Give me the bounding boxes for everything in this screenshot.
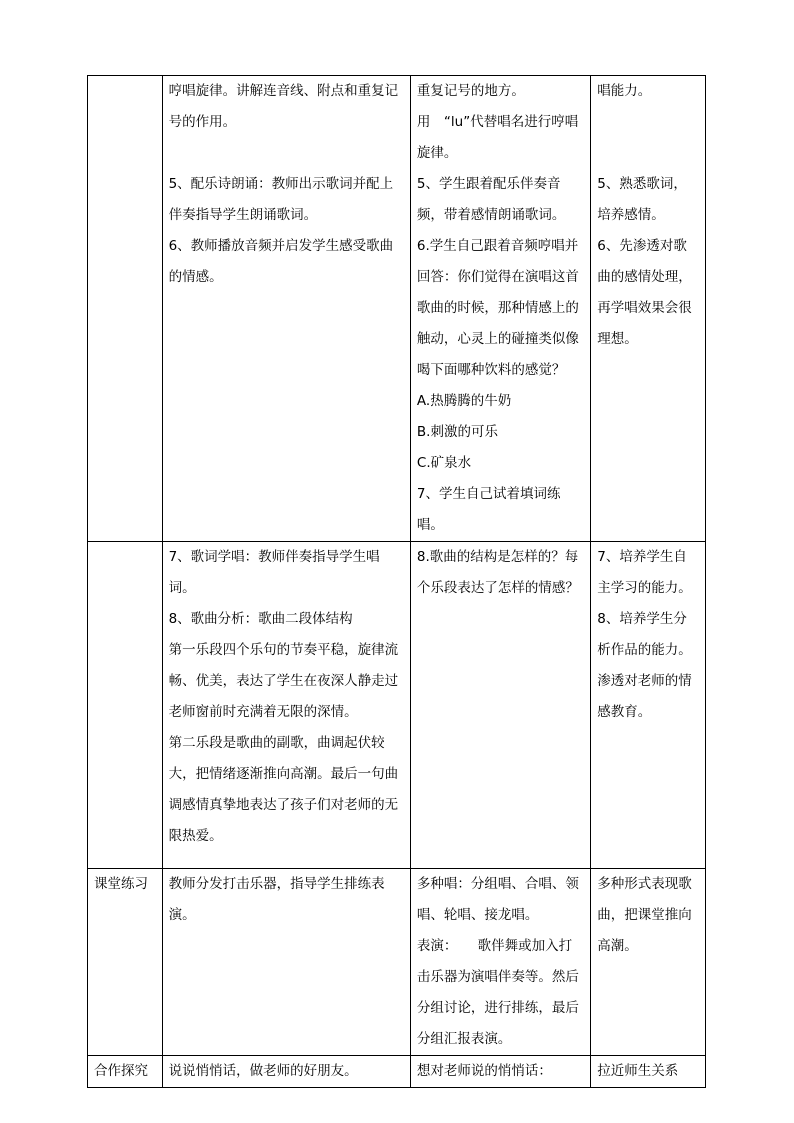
paragraph: 教师分发打击乐器，指导学生排练表演。 [168, 876, 385, 923]
student-activity-cell [410, 869, 590, 1056]
table-row [88, 1056, 706, 1088]
design-intent-cell [591, 542, 706, 869]
paragraph: 6、教师播放音频并启发学生感受歌曲的情感。 [168, 238, 394, 285]
paragraph: 6.学生自己跟着音频哼唱并回答：你们觉得在演唱这首歌曲的时候，那种情感上的触动，心灵上的碰撞类似像喝下面哪种饮料的感觉？ [416, 238, 579, 378]
paragraph: 第二乐段是歌曲的副歌，曲调起伏较大，把情绪逐渐推向高潮。最后一句曲调感情真挚地表达了孩子们对老师的无限热爱。 [168, 735, 399, 844]
paragraph: 多种形式表现歌曲，把课堂推向高潮。 [597, 876, 692, 954]
student-activity-cell [410, 1056, 590, 1088]
student-activity-cell [410, 76, 590, 542]
paragraph: 表演： 歌伴舞或加入打击乐器为演唱伴奏等。然后分组讨论，进行排练，最后分组汇报表演。 [416, 938, 579, 1047]
teacher-activity-cell [162, 542, 410, 869]
paragraph: 8.歌曲的结构是怎样的？每个乐段表达了怎样的情感？ [416, 549, 579, 596]
table-row [88, 869, 706, 1056]
table-row [88, 76, 706, 542]
paragraph: 7、培养学生自主学习的能力。 [597, 549, 692, 596]
teacher-activity-cell [162, 76, 410, 542]
paragraph: 7、学生自己试着填词练唱。 [416, 486, 561, 533]
design-intent-cell [591, 1056, 706, 1088]
section-label-cell [88, 76, 163, 542]
spacer [597, 107, 699, 169]
design-intent-cell [591, 869, 706, 1056]
paragraph: 哼唱旋律。讲解连音线、附点和重复记号的作用。 [168, 83, 399, 130]
section-label-cell: 课堂练习 [88, 869, 163, 1056]
option-b: B.刺激的可乐 [416, 424, 498, 440]
paragraph: 重复记号的地方。用 “lu”代替唱名进行哼唱旋律。 [416, 83, 579, 161]
paragraph: 5、配乐诗朗诵：教师出示歌词并配上伴奏指导学生朗诵歌词。 [168, 176, 394, 223]
design-intent-cell [591, 76, 706, 542]
option-a: A.热腾腾的牛奶 [416, 393, 512, 409]
teacher-activity-cell [162, 869, 410, 1056]
paragraph: 唱能力。 [597, 83, 652, 99]
teacher-activity-cell [162, 1056, 410, 1088]
paragraph: 说说悄悄话，做老师的好朋友。 [168, 1063, 358, 1079]
section-label-cell: 合作探究 [88, 1056, 163, 1088]
section-label-cell [88, 542, 163, 869]
paragraph: 想对老师说的悄悄话： [416, 1063, 552, 1079]
paragraph: 7、歌词学唱：教师伴奏指导学生唱词。 [168, 549, 380, 596]
student-activity-cell [410, 542, 590, 869]
option-c: C.矿泉水 [416, 455, 472, 471]
paragraph: 拉近师生关系 [597, 1063, 679, 1079]
lesson-plan-table [87, 75, 706, 1088]
spacer [169, 138, 404, 169]
paragraph: 8、歌曲分析：歌曲二段体结构 [168, 611, 353, 627]
paragraph: 多种唱：分组唱、合唱、领唱、轮唱、接龙唱。 [416, 876, 579, 923]
paragraph: 6、先渗透对歌曲的感情处理，再学唱效果会很理想。 [597, 238, 692, 347]
paragraph: 第一乐段四个乐句的节奏平稳，旋律流畅、优美，表达了学生在夜深人静走过老师窗前时充满着无限的深情。 [168, 642, 399, 720]
paragraph: 8、培养学生分析作品的能力。渗透对老师的情感教育。 [597, 611, 692, 720]
paragraph: 5、熟悉歌词，培养感情。 [597, 176, 687, 223]
paragraph: 5、学生跟着配乐伴奏音频，带着感情朗诵歌词。 [416, 176, 566, 223]
table-row [88, 542, 706, 869]
